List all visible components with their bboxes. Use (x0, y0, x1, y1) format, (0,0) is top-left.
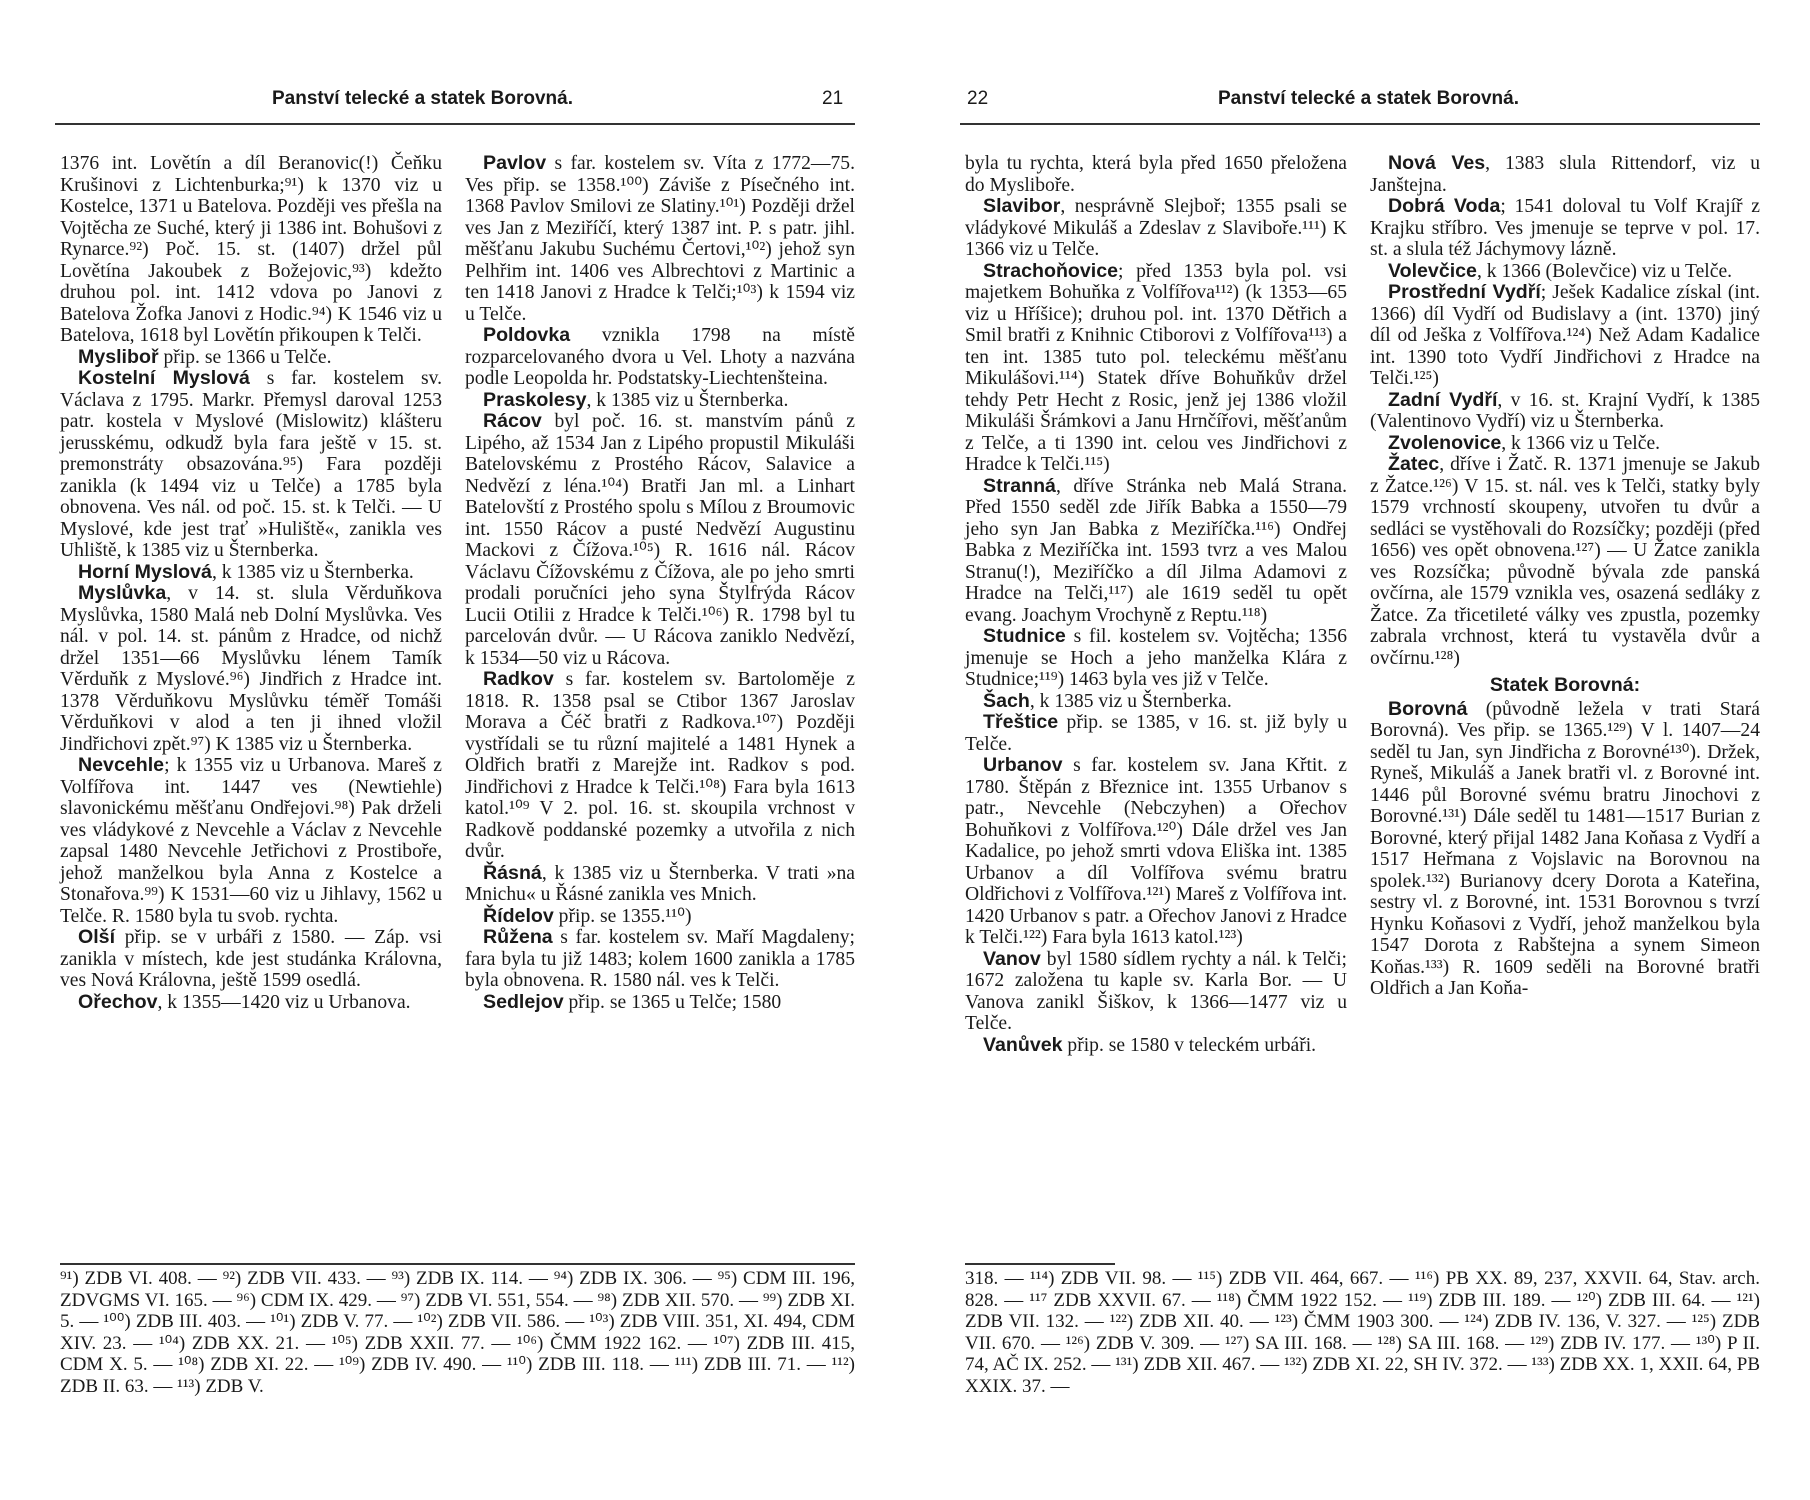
entry-paragraph (465, 390, 855, 412)
entry-paragraph (965, 712, 1347, 755)
entry-headword: Nevcehle (78, 754, 165, 776)
entry-paragraph (465, 669, 855, 863)
entry-text: , k 1366 viz u Telče. (1501, 432, 1661, 454)
entry-paragraph (1370, 261, 1760, 283)
entry-headword: Nová Ves (1388, 152, 1486, 174)
page-number: 21 (822, 88, 844, 109)
entry-text: přip. se 1366 u Telče. (158, 346, 332, 368)
entry-paragraph (1370, 699, 1760, 1000)
entry-paragraph (965, 1035, 1347, 1057)
entry-text: s far. kostelem sv. Jana Křtit. z 1780. Štěpán z Březnice int. 1355 Urbanov s patr., Nevcehle (Nebczyhen) a Ořechov Bohuňkovi z Volfířova.¹²⁰) Dále držel ves Jan Kadalice, po jehož smrti vdova Eliška int. 1385 Urbanov a díl Volfířova svému bratru Oldřichovi z Volfířova.¹²¹) Mareš z Volfířova int. 1420 Urbanov s patr. a Ořechov Janovi z Hradce k Telči.¹²²) Fara byla 1613 katol.¹²³) (965, 755, 1347, 948)
entry-text: 1376 int. Lovětín a díl Beranovic(!) Čeňku Krušinovi z Lichtenburka;⁹¹) k 1370 viz u Kostelce, 1371 u Batelova. Později ves přešla na Vojtěcha ze Suché, který ji 1386 int. Bohušovi z Rynarce.⁹²) Poč. 15. st. (1407) držel půl Lovětína Jakoubek z Božejovic,⁹³) kdežto druhou pol. int. 1412 vdova po Janovi z Batelova Žofka Janovi z Hodic.⁹⁴) K 1546 viz u Batelova, 1618 byl Lovětín přikoupen k Telči. (60, 153, 442, 346)
entry-headword: Pavlov (483, 152, 547, 174)
entry-text: byl 1580 sídlem rychty a nál. k Telči; 1672 založena tu kaple sv. Karla Bor. — U Vanova zanikl Šiškov, k 1366—1477 viz u Telče. (965, 948, 1347, 1034)
entry-text: ; před 1353 byla pol. vsi majetkem Bohuňka z Volfířova¹¹²) (k 1353—65 viz u Hříšice); druhou pol. int. 1370 Dětřich a Smil bratři z Knihnic Ctiborovi z Volfířova¹¹³) a ten int. 1385 tuto pol. teleckému měšťanu Mikulášovi.¹¹⁴) Statek dříve Bohuňkův držel tehdy Petr Hecht z Rosic, jenž jej 1386 vložil Mikuláši Šrámkovi a Janu Hrnčířovi, měšťanům z Telče, a ti 1390 int. celou ves Jindřichovi z Hradce k Telči.¹¹⁵) (965, 260, 1347, 475)
entry-text: přip. se v urbáři z 1580. — Záp. vsi zanikla v místech, kde jest studánka Královna, ves Nová Královna, ještě 1599 osedlá. (60, 927, 442, 991)
entry-paragraph (1370, 454, 1760, 669)
entry-headword: Horní Myslová (78, 560, 212, 583)
entry-text: s far. kostelem sv. Bartoloměje z 1818. R. 1358 psal se Ctibor 1367 Jaroslav Morava a Čéč bratři z Radkova.¹⁰⁷) Později vystřídali se tu různí majitelé a 1481 Hynek a Oldřich bratři z Marejže int. Radkov s pod. Jindřichovi z Hradce k Telči.¹⁰⁸) Fara byla 1613 katol.¹⁰⁹ V 2. pol. 16. st. skoupila vrchnost v Radkově poddanské pozemky a utvořila z nich dvůr. (465, 669, 855, 862)
entry-paragraph (1370, 433, 1760, 455)
footnotes (965, 1268, 1760, 1397)
entry-headword: Ořechov (78, 990, 158, 1013)
entry-paragraph (965, 261, 1347, 476)
entry-text: vznikla 1798 na místě rozparcelovaného dvora u Vel. Lhoty a nazvána podle Leopolda hr. Podstatsky-Liechtenšteina. (465, 325, 855, 389)
entry-text: s far. kostelem sv. Václava z 1795. Markr. Přemysl daroval 1253 patr. kostela v Myslové (Mislowitz) klášteru jerusskému, odkudž byla fara ještě v 15. st. premonstráty obsazována.⁹⁵) Fara později zanikla (k 1494 viz u Telče) a 1785 byla obnovena. Ves nál. od poč. 15. st. k Telči. — U Myslové, kde jest trať »Huliště«, zanikla ves Uhliště, k 1385 viz u Šternberka. (60, 368, 442, 561)
entry-paragraph (465, 927, 855, 992)
entry-text: , dříve i Žatč. R. 1371 jmenuje se Jakub z Žatce.¹²⁶) V 15. st. nál. ves k Telči, statky byly 1579 vrchností skoupeny, utvořen tu dvůr a sedláci se vystěhovali do Rozsíčky; později (před 1656) ves opět obnovena.¹²⁷) — U Žatce zanikla ves Rozsíčka; původně bývala zde panská ovčírna, ale 1579 vznikla ves, osazená sedláky z Žatce. Za třicetileté války ves zpustla, pozemky zabrala vrchnost, která tu vystavěla dvůr a ovčírnu.¹²⁸) (1370, 454, 1760, 669)
page-number: 22 (967, 88, 989, 109)
entry-paragraph (1370, 196, 1760, 261)
running-header-title: Panství telecké a statek Borovná. (272, 88, 573, 109)
entry-text: s far. kostelem sv. Maří Magdaleny; fara byla tu již 1483; kolem 1600 zanikla a 1785 byla obnovena. R. 1580 nál. ves k Telči. (465, 927, 855, 991)
entry-headword: Zvolenovice (1388, 431, 1502, 454)
entry-text: , dříve Stránka neb Malá Strana. Před 1550 seděl zde Jiřík Babka a 1550—79 jeho syn Jan Babka z Meziříčka.¹¹⁶) Ondřej Babka z Meziříčka int. 1593 tvrz a ves Malou Stranu(!), Meziříčko a díl Jilma Adamovi z Hradce na Telči,¹¹⁷) ale 1619 seděl tu opět evang. Joachym Vrochyně z Reptu.¹¹⁸) (965, 475, 1347, 626)
entry-paragraph (1370, 282, 1760, 390)
entry-text: (původně ležela v trati Stará Borovná). Ves přip. se 1365.¹²⁹) V l. 1407—24 seděl tu Jan, syn Jindřicha z Borovné¹³⁰). Držek, Ryneš, Mikuláš a Janek bratři vl. z Borovné int. 1446 půl Borovné svému bratru Jinochovi z Borovné.¹³¹) Dále seděl tu 1481—1517 Burian z Borovné, který přijal 1482 Jana Koňasa z Vydří a 1517 Heřmana z Vojslavic na Borovnou na spolek.¹³²) Burianovy dcery Dorota a Kateřina, sestry vl. z Borovné, int. 1531 Borovnou s tvrzí Hynku Koňasovi z Vydří, jehož manželkou byla 1547 Dorota z Rabštejna a synem Simeon Koňas.¹³³) R. 1609 seděli na Borovné bratři Oldřich a Jan Koňa- (1370, 698, 1760, 999)
entry-paragraph (1370, 390, 1760, 433)
entry-headword: Mysliboř (78, 345, 159, 368)
entry-headword: Borovná (1388, 697, 1468, 720)
entry-text: , k 1355—1420 viz u Urbanova. (157, 991, 411, 1013)
entry-text: , k 1385 viz u Šternberka. (586, 389, 789, 411)
running-header-title: Panství telecké a statek Borovná. (1218, 88, 1519, 109)
right-page (905, 0, 1810, 1500)
entry-text: přip. se 1365 u Telče; 1580 (563, 991, 782, 1013)
entry-headword: Žatec (1388, 453, 1440, 475)
entry-headword: Radkov (483, 668, 554, 690)
entry-headword: Růžena (483, 926, 553, 948)
footnote-rule (965, 1263, 1115, 1265)
entry-headword: Praskolesy (483, 388, 587, 411)
footnote-rule (60, 1263, 855, 1265)
entry-paragraph (465, 411, 855, 669)
entry-headword: Vanůvek (983, 1033, 1063, 1056)
entry-paragraph (965, 626, 1347, 691)
entry-text: , k 1385 viz u Šternberka. (211, 561, 414, 583)
entry-paragraph (465, 863, 855, 906)
entry-text: s far. kostelem sv. Víta z 1772—75. Ves přip. se 1358.¹⁰⁰) Záviše z Písečného int. 1368 Pavlov Smilovi ze Slatiny.¹⁰¹) Později držel ves Jan z Meziříčí, který 1387 int. P. s patr. jihl. měšťanu Jakubu Suchému Čertovi,¹⁰²) jehož syn Pelhřim int. 1406 ves Albrechtovi z Martinic a ten 1418 Janovi z Hradce k Telči;¹⁰³) k 1594 viz u Telče. (465, 153, 855, 325)
entry-text: byla tu rychta, která byla před 1650 přeložena do Myslibořе. (965, 153, 1347, 196)
entry-text: přip. se 1580 v teleckém urbáři. (1062, 1034, 1317, 1056)
entry-headword: Dobrá Voda (1388, 195, 1501, 217)
entry-headword: Slavibor (983, 195, 1061, 217)
entry-paragraph (60, 992, 442, 1014)
entry-text: , 1383 slula Rittendorf, viz u Janštejna. (1370, 153, 1760, 196)
entry-paragraph (465, 992, 855, 1014)
entry-paragraph (60, 927, 442, 992)
entry-text: ; 1541 doloval tu Volf Krajíř z Krajku stříbro. Ves jmenuje se teprve v pol. 17. st. a slula též Jáchymovy lázně. (1370, 196, 1760, 260)
entry-headword: Rácov (483, 410, 542, 432)
entry-text: , k 1385 viz u Šternberka. V trati »na Mnichu« u Řásné zanikla ves Mnich. (465, 862, 855, 905)
entry-headword: Stranná (983, 474, 1056, 497)
entry-paragraph (965, 691, 1347, 713)
entry-paragraph (965, 949, 1347, 1035)
entry-paragraph (60, 562, 442, 584)
entry-text: ; Ješek Kadalice získal (int. 1366) díl Vydří od Budislavy a (int. 1370) jiný díl od Ješka z Volfířova.¹²⁴) Než Adam Kadalice int. 1390 toto Vydří Jindřichovi z Hradce na Telči.¹²⁵) (1370, 282, 1760, 389)
entry-headword: Řídelov (483, 904, 554, 927)
entry-paragraph (465, 325, 855, 390)
footnotes (60, 1268, 855, 1397)
text-column-right (465, 153, 855, 1013)
entry-text: přip. se 1355.¹¹⁰) (553, 905, 692, 927)
entry-headword: Prostřední Vydří (1388, 281, 1541, 303)
text-column-left (60, 153, 442, 1013)
entry-paragraph (60, 368, 442, 562)
header-rule (55, 123, 855, 125)
entry-headword: Sedlejov (483, 990, 564, 1013)
entry-headword: Volevčice (1388, 259, 1477, 282)
text-column-right (1370, 153, 1760, 1000)
entry-paragraph (60, 153, 442, 347)
entry-paragraph (965, 476, 1347, 627)
footnotes-text: ⁹¹) ZDB VI. 408. — ⁹²) ZDB VII. 433. — ⁹³) ZDB IX. 114. — ⁹⁴) ZDB IX. 306. — ⁹⁵) CDM III. 196, ZDVGMS VI. 165. — ⁹⁶) CDM IX. 429. — ⁹⁷) ZDB VI. 551, 554. — ⁹⁸) ZDB XII. 570. — ⁹⁹) ZDB XI. 5. — ¹⁰⁰) ZDB III. 403. — ¹⁰¹) ZDB V. 77. — ¹⁰²) ZDB VII. 586. — ¹⁰³) ZDB VIII. 351, XI. 494, CDM XIV. 23. — ¹⁰⁴) ZDB XX. 21. — ¹⁰⁵) ZDB XXII. 77. — ¹⁰⁶) ČMM 1922 162. — ¹⁰⁷) ZDB III. 415, CDM X. 5. — ¹⁰⁸) ZDB XI. 22. — ¹⁰⁹) ZDB IV. 490. — ¹¹⁰) ZDB III. 118. — ¹¹¹) ZDB III. 71. — ¹¹²) ZDB II. 63. — ¹¹³) ZDB V. (60, 1268, 855, 1397)
entry-text: , k 1366 (Bolevčice) viz u Telče. (1476, 260, 1733, 282)
entry-headword: Třeštice (983, 711, 1059, 733)
entry-text: ; k 1355 viz u Urbanova. Mareš z Volfířova int. 1447 ves (Newtiehle) slavonickému měšťanu Ondřejovi.⁹⁸) Pak drželi ves vládykové z Nevcehle a Václav z Nevcehle zapsal 1480 Nevcehle Jetřichovi z Prostiboře, jehož manželkou byla Anna z Kostelce a Stonařova.⁹⁹) K 1531—60 viz u Jihlavy, 1562 u Telče. R. 1580 byla tu svob. rychta. (60, 755, 442, 927)
entry-headword: Studnice (983, 625, 1066, 647)
entry-paragraph (60, 583, 442, 755)
entry-paragraph (965, 755, 1347, 949)
entry-headword: Poldovka (483, 324, 571, 346)
entry-headword: Šach (983, 689, 1030, 712)
header-rule (960, 123, 1760, 125)
entry-headword: Urbanov (983, 754, 1063, 776)
entry-headword: Vanov (983, 947, 1041, 970)
entry-text: , v 16. st. Krajní Vydří, k 1385 (Valentinovo Vydří) viz u Šternberka. (1370, 389, 1760, 432)
entry-headword: Kostelní Myslová (78, 367, 250, 389)
entry-text: s fil. kostelem sv. Vojtěcha; 1356 jmenuje se Hoch a jeho manželka Klára z Studnice;¹¹⁹) 1463 byla ves již v Telče. (965, 626, 1347, 690)
entry-paragraph (60, 347, 442, 369)
entry-headword: Olší (78, 926, 116, 948)
entry-headword: Řásná (483, 861, 542, 884)
entry-headword: Myslůvka (78, 582, 167, 604)
entry-text: , v 14. st. slula Věrduňkova Myslůvka, 1580 Malá neb Dolní Myslůvka. Ves nál. v pol. 14. st. pánům z Hradce, od nichž držel 1351—66 Myslůvku lénem Tamík Věrduňk z Myslové.⁹⁶) Jindřich z Hradce int. 1378 Věrduňkovu Myslůvku téměř Tomáši Věrduňkovi v alod a ten ji ihned vložil Jindřichovi zpět.⁹⁷) K 1385 viz u Šternberka. (60, 583, 442, 755)
entry-paragraph (60, 755, 442, 927)
text-column-left (965, 153, 1347, 1056)
entry-paragraph (465, 906, 855, 928)
entry-text: byl poč. 16. st. manstvím pánů z Lipého, až 1534 Jan z Lipého propustil Mikuláši Batelovskému z Prostého Rácov, Salavice a Nedvězí z léna.¹⁰⁴) Bratři Jan ml. a Linhart Batelovští z Prostého spolu s Mílou z Broumovic int. 1550 Rácov a pusté Nedvězí Augustinu Mackovi z Čížova.¹⁰⁵) R. 1616 nál. Rácov Václavu Čížovskému z Čížova, ale po jeho smrti prodali poručníci jeho syna Štylfrýda Rácov Lucii Otilii z Hradce k Telči.¹⁰⁶) R. 1798 byl tu parcelován dvůr. — U Rácova zaniklo Nedvězí, k 1534—50 viz u Rácova. (465, 411, 855, 669)
entry-paragraph (965, 196, 1347, 261)
entry-text: , k 1385 viz u Šternberka. (1029, 690, 1232, 712)
entry-paragraph (465, 153, 855, 325)
entry-headword: Strachoňovice (983, 259, 1119, 282)
entry-text: přip. se 1385, v 16. st. již byly u Telče. (965, 712, 1347, 755)
entry-headword: Zadní Vydří (1388, 388, 1498, 411)
entry-text: , nesprávně Slejboř; 1355 psali se vládykové Mikuláš a Zdeslav z Slaviboře.¹¹¹) K 1366 viz u Telče. (965, 196, 1347, 260)
entry-paragraph (965, 153, 1347, 196)
footnotes-text: 318. — ¹¹⁴) ZDB VII. 98. — ¹¹⁵) ZDB VII. 464, 667. — ¹¹⁶) PB XX. 89, 237, XXVII. 64, Stav. arch. 828. — ¹¹⁷ ZDB XXVII. 67. — ¹¹⁸) ČMM 1922 152. — ¹¹⁹) ZDB III. 189. — ¹²⁰) ZDB III. 64. — ¹²¹) ZDB VII. 132. — ¹²²) ZDB XII. 40. — ¹²³) ČMM 1903 300. — ¹²⁴) ZDB IV. 136, V. 327. — ¹²⁵) ZDB VII. 670. — ¹²⁶) ZDB V. 309. — ¹²⁷) SA III. 168. — ¹²⁸) SA III. 168. — ¹²⁹) ZDB IV. 177. — ¹³⁰) P II. 74, AČ IX. 252. — ¹³¹) ZDB XII. 467. — ¹³²) ZDB XI. 22, SH IV. 372. — ¹³³) ZDB XX. 1, XXII. 64, PB XXIX. 37. — (965, 1268, 1760, 1397)
section-heading: Statek Borovná: (1489, 674, 1641, 696)
entry-paragraph (1370, 153, 1760, 196)
